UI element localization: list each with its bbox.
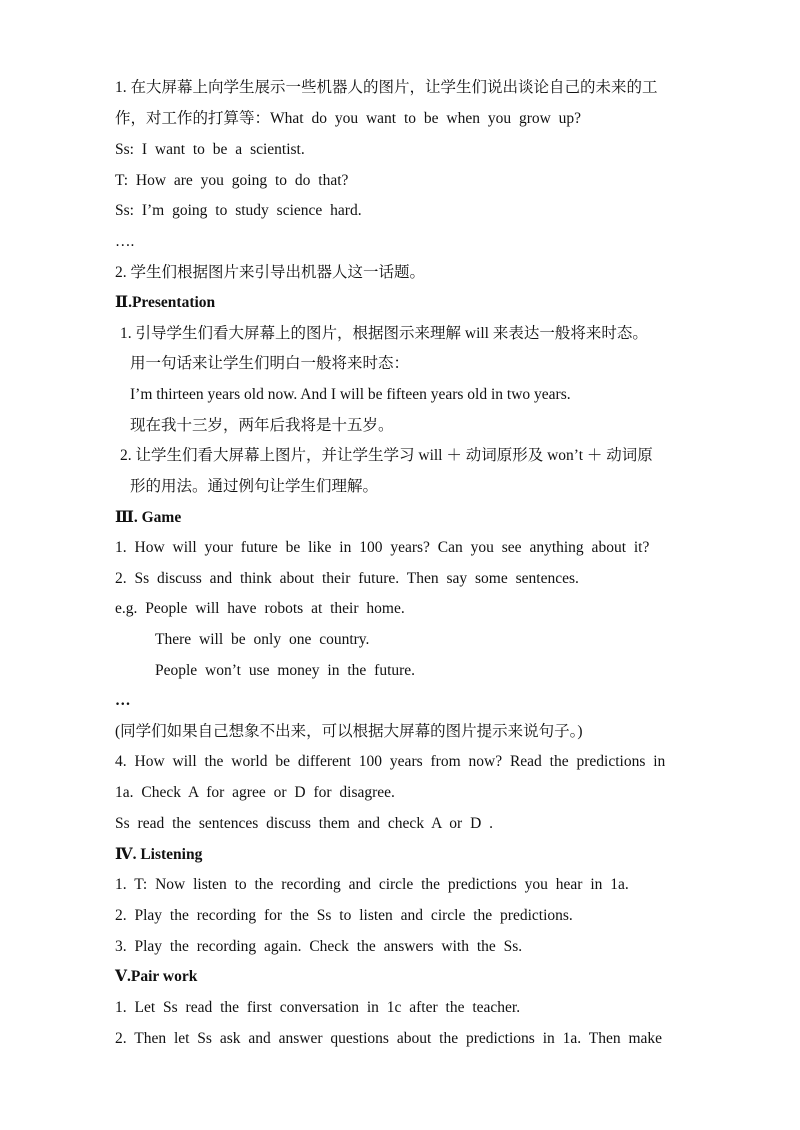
heading-game: Ⅲ. Game (115, 509, 182, 526)
line-listening-3: 3. Play the recording again. Check the answers with the Ss. (115, 938, 523, 955)
line-game-4a: 4. How will the world be different 100 years from now? Read the predictions in (115, 753, 666, 770)
line-listening-1: 1. T: Now listen to the recording and circle the predictions you hear in 1a. (115, 876, 629, 893)
line-presentation-3: I’m thirteen years old now. And I will be fifteen years old in two years. (130, 386, 571, 403)
line-game-eg-1: e.g. People will have robots at their home. (115, 600, 405, 617)
line-listening-2: 2. Play the recording for the Ss to listen and circle the predictions. (115, 907, 573, 924)
line-dialog-2: T: How are you going to do that? (115, 172, 349, 189)
line-ellipsis-2: … (115, 692, 131, 709)
line-pair-1: 1. Let Ss read the first conversation in 1c after the teacher. (115, 999, 521, 1016)
line-intro-2: 作，对工作的打算等：What do you want to be when you grow up? (115, 110, 582, 127)
line-intro-3: 2. 学生们根据图片来引导出机器人这一话题。 (115, 264, 426, 281)
line-game-4b: 1a. Check A for agree or D for disagree. (115, 784, 395, 801)
line-game-eg-2: There will be only one country. (155, 631, 370, 648)
line-game-1: 1. How will your future be like in 100 years? Can you see anything about it? (115, 539, 650, 556)
heading-pair-work: Ⅴ.Pair work (115, 968, 198, 985)
line-presentation-6: 形的用法。通过例句让学生们理解。 (130, 478, 379, 495)
line-game-2: 2. Ss discuss and think about their future. Then say some sentences. (115, 570, 579, 587)
line-ellipsis-1: …. (115, 233, 135, 250)
line-game-5: Ss read the sentences discuss them and check A or D . (115, 815, 494, 832)
line-dialog-1: Ss: I want to be a scientist. (115, 141, 305, 158)
line-intro-1: 1. 在大屏幕上向学生展示一些机器人的图片，让学生们说出谈论自己的未来的工 (115, 79, 658, 96)
line-game-note: (同学们如果自己想象不出来，可以根据大屏幕的图片提示来说句子。) (115, 723, 583, 740)
line-pair-2: 2. Then let Ss ask and answer questions about the predictions in 1a. Then make (115, 1030, 663, 1047)
heading-presentation: Ⅱ.Presentation (115, 294, 216, 311)
line-presentation-2: 用一句话来让学生们明白一般将来时态： (130, 355, 410, 372)
line-presentation-5: 2. 让学生们看大屏幕上图片，并让学生学习 will ＋ 动词原形及 won’t ＋ 动词原 (120, 447, 653, 464)
heading-listening: Ⅳ. Listening (115, 846, 203, 863)
line-presentation-4: 现在我十三岁，两年后我将是十五岁。 (130, 417, 394, 434)
line-game-eg-3: People won’t use money in the future. (155, 662, 416, 679)
line-dialog-3: Ss: I’m going to study science hard. (115, 202, 362, 219)
line-presentation-1: 1. 引导学生们看大屏幕上的图片，根据图示来理解 will 来表达一般将来时态。 (120, 325, 648, 342)
